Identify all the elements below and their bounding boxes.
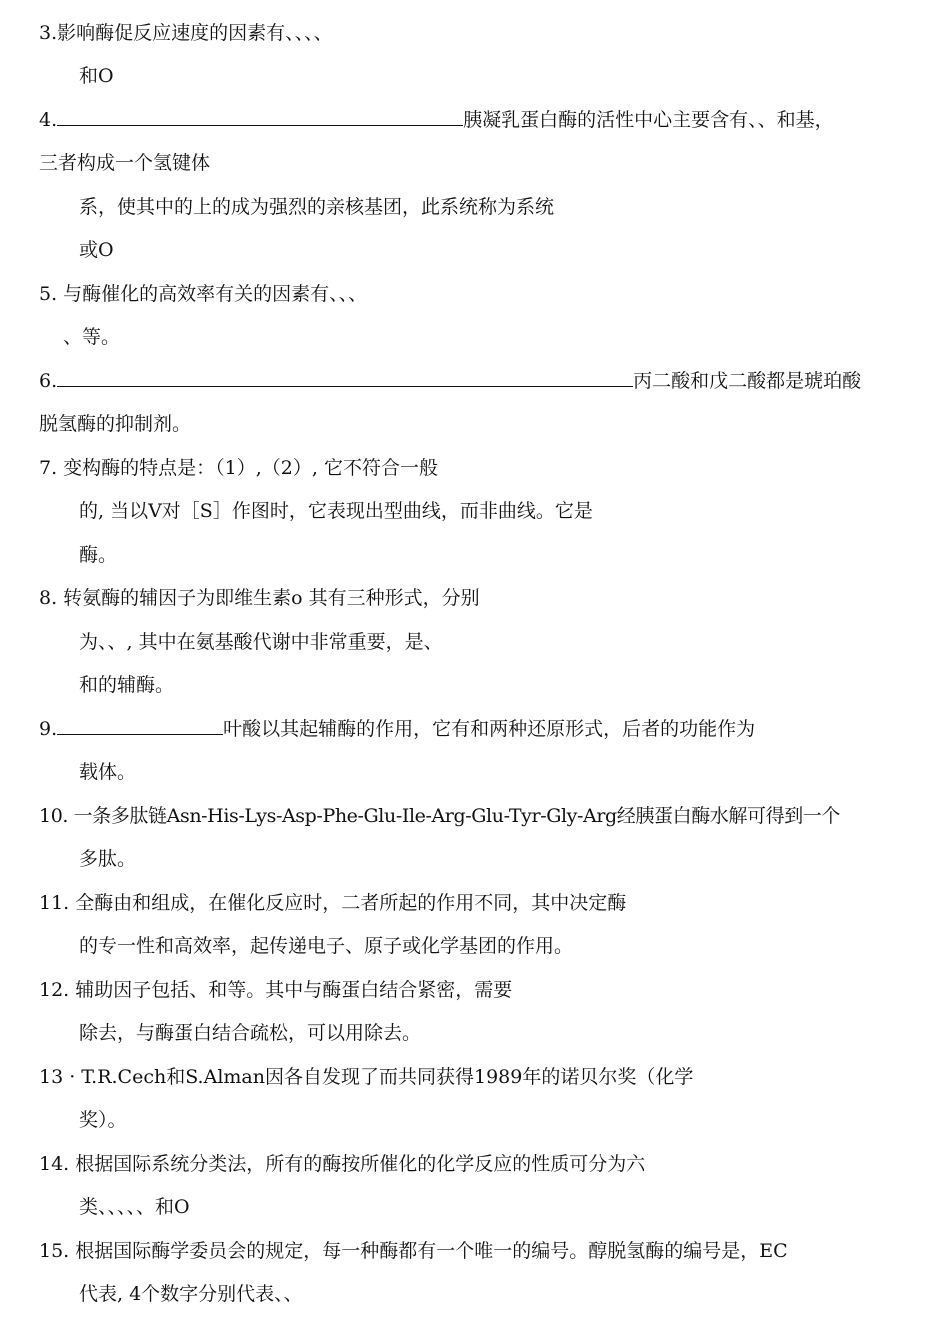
question-13-line-2: 奖）。 (79, 1109, 127, 1131)
question-8-line-2: 为、、, 其中在氨基酸代谢中非常重要，是、 (79, 631, 443, 653)
question-13-line-1: 13 · T.R.Cech和S.Alman因各自发现了而共同获得1989年的诺贝尔奖（化学 (39, 1066, 694, 1088)
answer-blank (57, 370, 633, 387)
question-7-line-1: 7. 变构酶的特点是：（1）,（2）, 它不符合一般 (39, 457, 438, 479)
question-6-text: 丙二酸和戊二酸都是琥珀酸 (633, 370, 862, 392)
answer-blank (57, 109, 463, 126)
question-8-line-1: 8. 转氨酶的辅因子为即维生素o 其有三种形式，分别 (39, 587, 480, 609)
question-4-line-2: 三者构成一个氢键体 (39, 152, 211, 174)
question-3-line-1: 3.影响酶促反应速度的因素有、、、、 (39, 22, 333, 44)
question-11-line-2: 的专一性和高效率，起传递电子、原子或化学基团的作用。 (79, 935, 574, 957)
question-4-line-3: 系，使其中的上的成为强烈的亲核基团，此系统称为系统 (79, 196, 555, 218)
question-7-line-3: 酶。 (79, 544, 118, 566)
question-7-line-2: 的, 当以V对［S］作图时，它表现出型曲线，而非曲线。它是 (79, 500, 593, 522)
question-6-number: 6. (39, 370, 58, 392)
question-14-line-1: 14. 根据国际系统分类法，所有的酶按所催化的化学反应的性质可分为六 (39, 1153, 646, 1175)
question-12-line-2: 除去，与酶蛋白结合疏松，可以用除去。 (79, 1022, 422, 1044)
question-9-line-2: 载体。 (79, 761, 137, 783)
answer-blank (57, 718, 223, 735)
question-4-line-1 (39, 108, 834, 132)
question-14-line-2: 类、、、、、和O (79, 1196, 190, 1218)
question-6-line-2: 脱氢酶的抑制剂。 (39, 413, 192, 435)
question-9-number: 9. (39, 718, 58, 740)
question-5-line-2: 、等。 (63, 326, 121, 348)
question-10-line-1: 10. 一条多肽链Asn-His-Lys-Asp-Phe-Glu-Ile-Arg-Glu-Tyr-Gly-Arg经胰蛋白酶水解可得到一个 (39, 805, 840, 827)
question-9-line-1 (39, 717, 755, 741)
question-3-line-2: 和O (79, 65, 114, 87)
question-8-line-3: 和的辅酶。 (79, 674, 175, 696)
question-4-number: 4. (39, 109, 58, 131)
question-6-line-1 (39, 369, 861, 393)
question-4-text: 胰凝乳蛋白酶的活性中心主要含有、、和基， (463, 109, 834, 131)
question-4-line-4: 或O (79, 239, 114, 261)
question-5-line-1: 5. 与酶催化的高效率有关的因素有、、、 (39, 283, 368, 305)
question-10-line-2: 多肽。 (79, 848, 137, 870)
question-15-line-2: 代表, 4个数字分别代表、、 (79, 1283, 303, 1305)
question-11-line-1: 11. 全酶由和组成，在催化反应时，二者所起的作用不同，其中决定酶 (39, 892, 627, 914)
question-9-text: 叶酸以其起辅酶的作用，它有和两种还原形式，后者的功能作为 (223, 718, 756, 740)
question-12-line-1: 12. 辅助因子包括、和等。其中与酶蛋白结合紧密，需要 (39, 979, 513, 1001)
question-15-line-1: 15. 根据国际酶学委员会的规定，每一种酶都有一个唯一的编号。醇脱氢酶的编号是，EC (39, 1240, 788, 1262)
